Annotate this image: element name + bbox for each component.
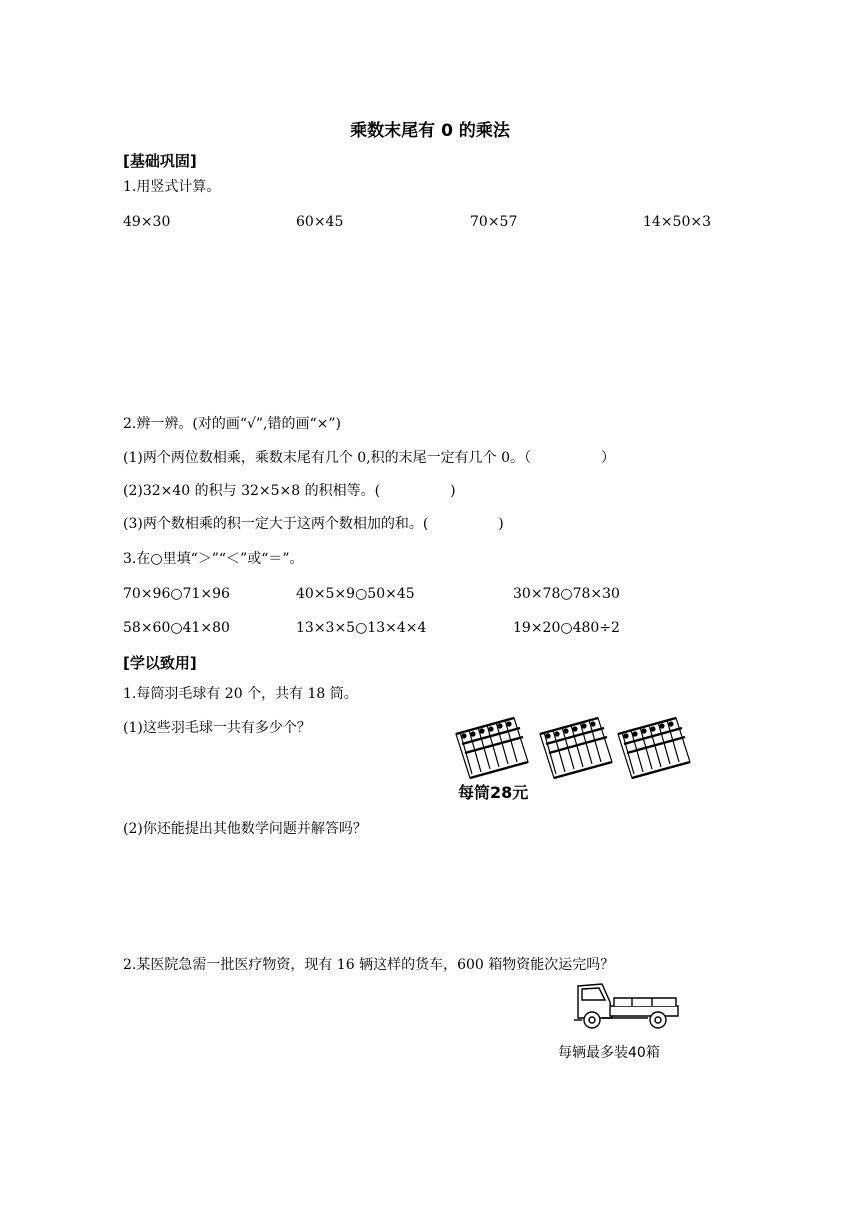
compare-item-3: 30×78○78×30 — [513, 586, 620, 602]
compare-item-5: 13×3×5○13×4×4 — [296, 620, 427, 636]
problem-2-prompt: 2.某医院急需一批医疗物资，现有 16 辆这样的货车，600 箱物资能次运完吗？ — [123, 957, 615, 973]
problem-1-sub-1: (1)这些羽毛球一共有多少个？ — [123, 720, 311, 736]
calc-item-3: 70×57 — [470, 214, 518, 230]
calc-item-4: 14×50×3 — [643, 214, 711, 230]
problem-1-prompt: 1.每筒羽毛球有 20 个，共有 18 筒。 — [123, 686, 358, 702]
judge-item-3: (3)两个数相乘的积一定大于这两个数相加的和。( ) — [123, 516, 504, 532]
page-title: 乘数末尾有 0 的乘法 — [350, 121, 510, 141]
badminton-tubes-illustration — [452, 712, 698, 780]
compare-item-2: 40×5×9○50×45 — [296, 586, 415, 602]
judge-item-2: (2)32×40 的积与 32×5×8 的积相等。( ) — [123, 483, 456, 499]
truck-icon — [572, 978, 684, 1032]
truck-illustration — [572, 978, 684, 1032]
question-2-prompt: 2.辨一辨。(对的画“√”,错的画“×”) — [123, 416, 342, 432]
question-3-prompt: 3.在○里填“＞”“＜”或“＝”。 — [123, 551, 304, 567]
judge-item-1: (1)两个两位数相乘，乘数末尾有几个 0,积的末尾一定有几个 0。（ ） — [123, 450, 615, 466]
section-heading-basic: [基础巩固] — [123, 152, 197, 170]
badminton-tubes-icon — [452, 712, 698, 780]
section-heading-apply: [学以致用] — [123, 654, 197, 672]
question-1-prompt: 1.用竖式计算。 — [123, 179, 221, 195]
calc-item-1: 49×30 — [123, 214, 171, 230]
compare-item-4: 58×60○41×80 — [123, 620, 230, 636]
compare-item-6: 19×20○480÷2 — [513, 620, 620, 636]
problem-1-sub-2: (2)你还能提出其他数学问题并解答吗？ — [123, 821, 367, 837]
calc-item-2: 60×45 — [296, 214, 344, 230]
badminton-price-caption: 每筒28元 — [458, 783, 529, 802]
truck-capacity-caption: 每辆最多装40箱 — [558, 1045, 660, 1061]
compare-item-1: 70×96○71×96 — [123, 586, 230, 602]
